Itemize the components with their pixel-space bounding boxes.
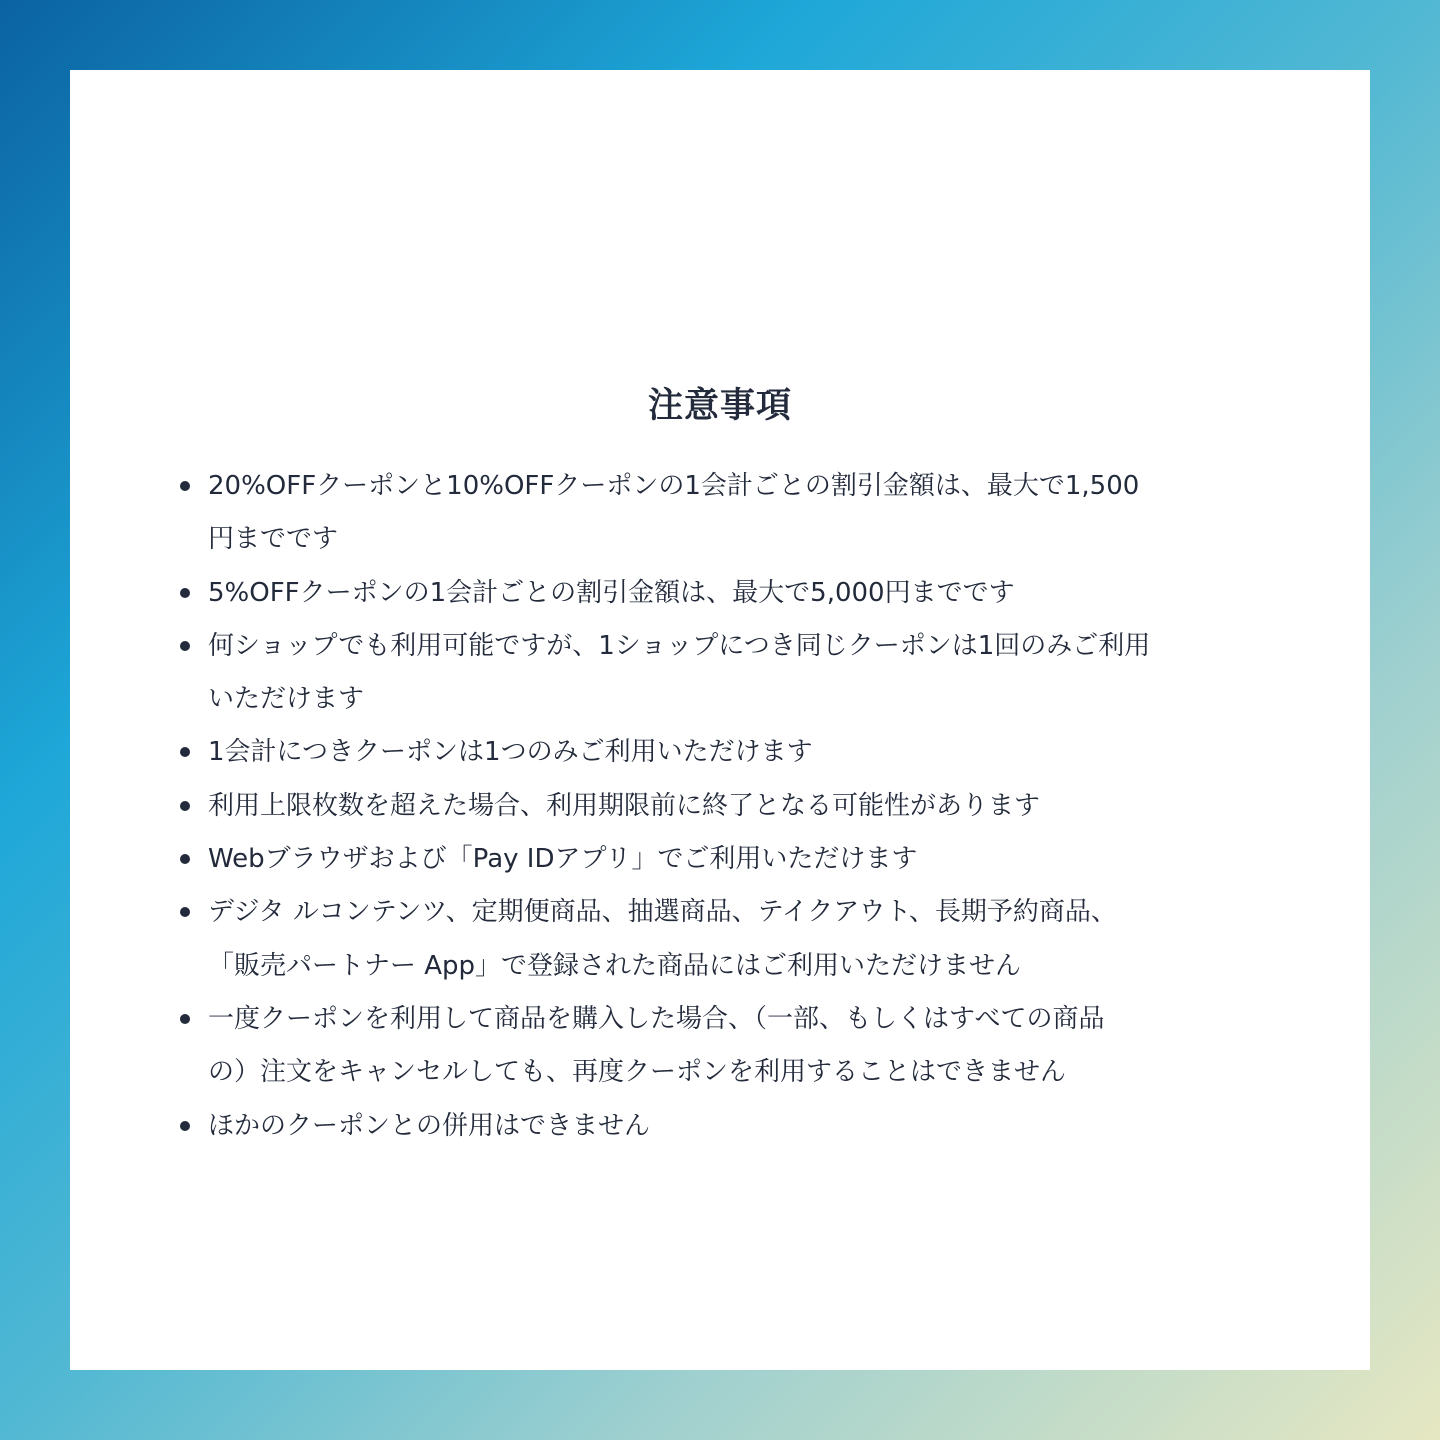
list-item-text: 「販売パートナー App」で登録された商品にはご利用いただけません [208, 950, 1022, 981]
list-item-text: 1会計につきクーポンは1つのみご利用いただけます [208, 737, 813, 768]
bullet-icon [180, 1121, 190, 1131]
list-item [178, 833, 1288, 886]
list-item-text: 20%OFFクーポンと10%OFFクーポンの1会計ごとの割引金額は、最大で1,500 [208, 471, 1140, 501]
list-item-text: デジタ ルコンテンツ、定期便商品、抽選商品、テイクアウト、長期予約商品、 [208, 897, 1117, 928]
bullet-icon [180, 907, 190, 917]
list-item-text: 利用上限枚数を超えた場合、利用期限前に終了となる可能性があります [208, 790, 1041, 821]
bullet-icon [180, 641, 190, 651]
list-item-text: ほかのクーポンとの併用はできません [208, 1110, 651, 1141]
bullet-icon [180, 801, 190, 811]
list-item [178, 780, 1288, 833]
notes-list [178, 460, 1288, 1153]
bullet-icon [180, 1014, 190, 1024]
list-item [178, 460, 1288, 567]
list-item [178, 993, 1288, 1100]
list-item-text: Webブラウザおよび「Pay IDアプリ」でご利用いただけます [208, 844, 918, 875]
list-item [178, 567, 1288, 620]
list-item [178, 886, 1288, 993]
bullet-icon [180, 747, 190, 757]
list-item-text: の）注文をキャンセルしても、再度クーポンを利用することはできません [208, 1057, 1067, 1088]
list-item [178, 1100, 1288, 1153]
list-item [178, 620, 1288, 727]
list-item-text: 5%OFFクーポンの1会計ごとの割引金額は、最大で5,000円までです [208, 577, 1015, 608]
list-item-text: いただけます [208, 684, 365, 715]
list-item-text: 円までです [208, 524, 339, 555]
bullet-icon [180, 854, 190, 864]
bullet-icon [180, 588, 190, 598]
list-item-text: 何ショップでも利用可能ですが、1ショップにつき同じクーポンは1回のみご利用 [208, 630, 1151, 661]
notice-card [70, 70, 1370, 1370]
list-item-text: 一度クーポンを利用して商品を購入した場合、（一部、もしくはすべての商品 [208, 1003, 1105, 1034]
notice-title: 注意事項 [647, 386, 792, 426]
bullet-icon [180, 481, 190, 491]
list-item [178, 726, 1288, 779]
